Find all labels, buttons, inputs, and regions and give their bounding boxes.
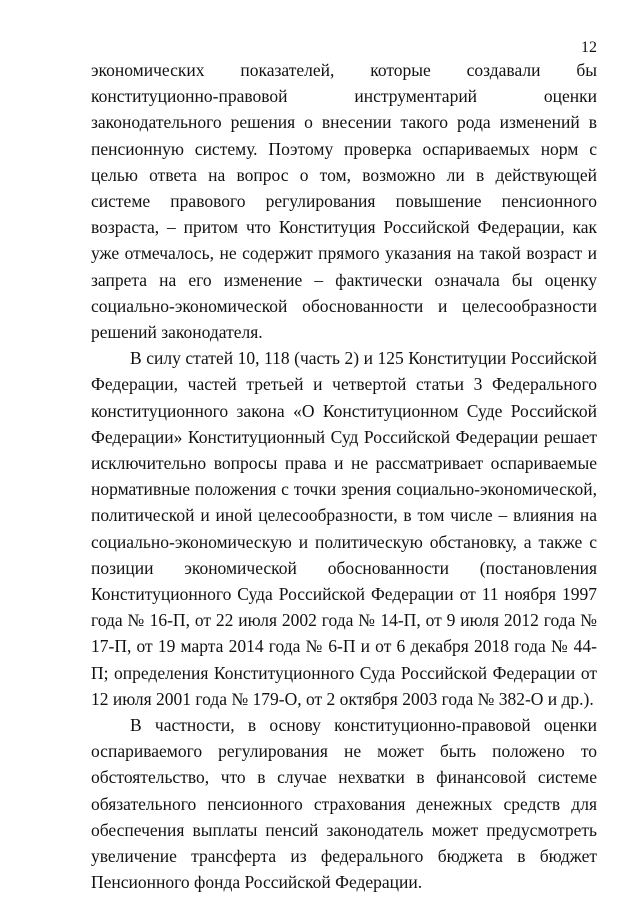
paragraph-budget-transfer: В частности, в основу конституционно-правовой оценки оспариваемого регулирования не может быть положено то обстоятельство, что в случае нехватки в финансовой системе обязательного пенсионного страхования денежных средств для обеспечения выплаты пенсий законодатель может предусмотреть увеличение трансферта из федерального бюджета в бюджет Пенсионного фонда Российской Федерации. — [91, 715, 597, 893]
document-body — [91, 57, 597, 896]
page-number: 12 — [581, 39, 597, 56]
paragraph-court-competence: В силу статей 10, 118 (часть 2) и 125 Конституции Российской Федерации, частей третьей и четвертой статьи 3 Федерального конституционного закона «О Конституционном Суде Российской Федерации» Конституционный Суд Российской Федерации решает исключительно вопросы права и не рассматривает оспариваемые нормативные положения с точки зрения социально-экономической, политической и иной целесообразности, в том числе – влияния на социально-экономическую и политическую обстановку, а также с позиции экономической обоснованности (постановления Конституционного Суда Российской Федерации от 11 ноября 1997 года № 16-П, от 22 июля 2002 года № 14-П, от 9 июля 2012 года № 17-П, от 19 марта 2014 года № 6-П и от 6 декабря 2018 года № 44-П; определения Конституционного Суда Российской Федерации от 12 июля 2001 года № 179-О, от 2 октября 2003 года № 382-О и др.). — [91, 348, 597, 709]
paragraph-continuation: экономических показателей, которые создавали бы конституционно-правовой инструментарий оценки законодательного решения о внесении такого рода изменений в пенсионную систему. Поэтому проверка оспариваемых норм с целью ответа на вопрос о том, возможно ли в действующей системе правового регулирования повышение пенсионного возраста, – притом что Конституция Российской Федерации, как уже отмечалось, не содержит прямого указания на такой возраст и запрета на его изменение – фактически означала бы оценку социально-экономической обоснованности и целесообразности решений законодателя. — [91, 60, 597, 343]
